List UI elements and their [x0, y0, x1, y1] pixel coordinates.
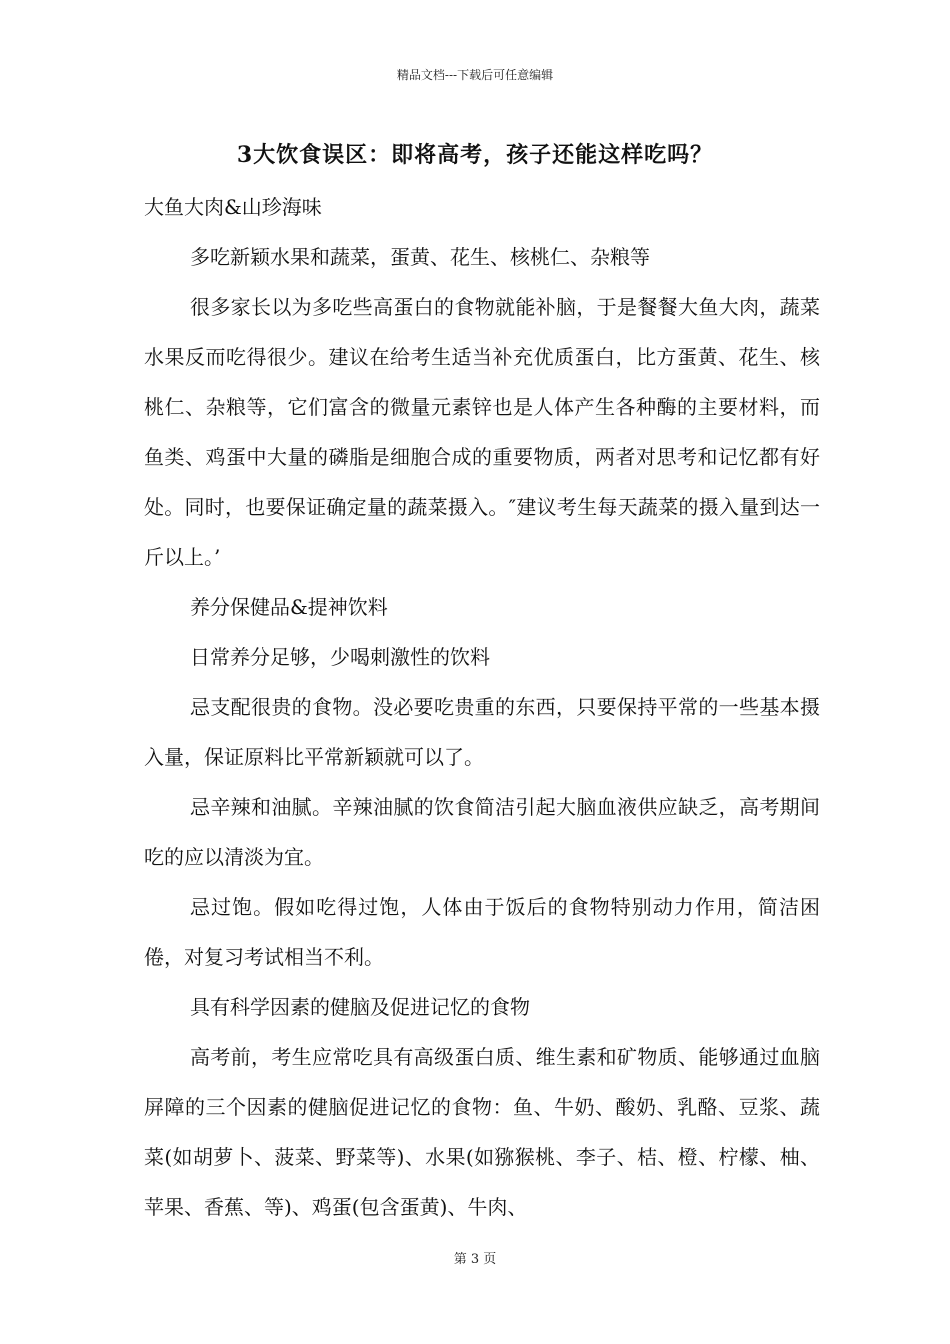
document-title: 3大饮食误区：即将高考，孩子还能这样吃吗？	[236, 142, 714, 168]
section-heading-brain-food: 具有科学因素的健脑及促进记忆的食物	[190, 995, 530, 1019]
paragraph-avoid-spicy: 忌辛辣和油腻。辛辣油腻的饮食简洁引起大脑血液供应缺乏，高考期间吃的应以清淡为宜。	[144, 795, 820, 869]
paragraph-protein-advice: 很多家长以为多吃些高蛋白的食物就能补脑，于是餐餐大鱼大肉，蔬菜水果反而吃得很少。建议在给考生适当补充优质蛋白，比方蛋黄、花生、核桃仁、杂粮等，它们富含的微量元素锌也是人体产生各种酶的主要材料，而鱼类、鸡蛋中大量的磷脂是细胞合成的重要物质，两者对思考和记忆都有好处。同时，也要保证确定量的蔬菜摄入。″建议考生每天蔬菜的摄入量到达一斤以上。’	[144, 295, 820, 569]
page-number: 第 3 页	[453, 1252, 497, 1267]
paragraph-brain-food-list: 高考前，考生应常吃具有高级蛋白质、维生素和矿物质、能够通过血脑屏障的三个因素的健脑促进记忆的食物：鱼、牛奶、酸奶、乳酪、豆浆、蔬菜(如胡萝卜、菠菜、野菜等)、水果(如猕猴桃、李子、桔、橙、柠檬、柚、苹果、香蕉、等)、鸡蛋(包含蛋黄)、牛肉、	[144, 1045, 820, 1219]
section-heading-supplements: 养分保健品&提神饮料	[190, 595, 388, 619]
paragraph-subheading-drinks: 日常养分足够，少喝刺激性的饮料	[190, 645, 490, 669]
paragraph-avoid-expensive: 忌支配很贵的食物。没必要吃贵重的东西，只要保持平常的一些基本摄入量，保证原料比平常新颖就可以了。	[144, 695, 820, 769]
page-header: 精品文档---下载后可任意编辑	[396, 68, 554, 82]
paragraph-avoid-overeating: 忌过饱。假如吃得过饱，人体由于饭后的食物特别动力作用，简洁困倦，对复习考试相当不利。	[144, 895, 820, 969]
paragraph-subheading-fruits: 多吃新颖水果和蔬菜，蛋黄、花生、核桃仁、杂粮等	[190, 245, 650, 269]
section-heading-fish-meat: 大鱼大肉&山珍海味	[144, 195, 322, 219]
document-body	[144, 182, 820, 1232]
